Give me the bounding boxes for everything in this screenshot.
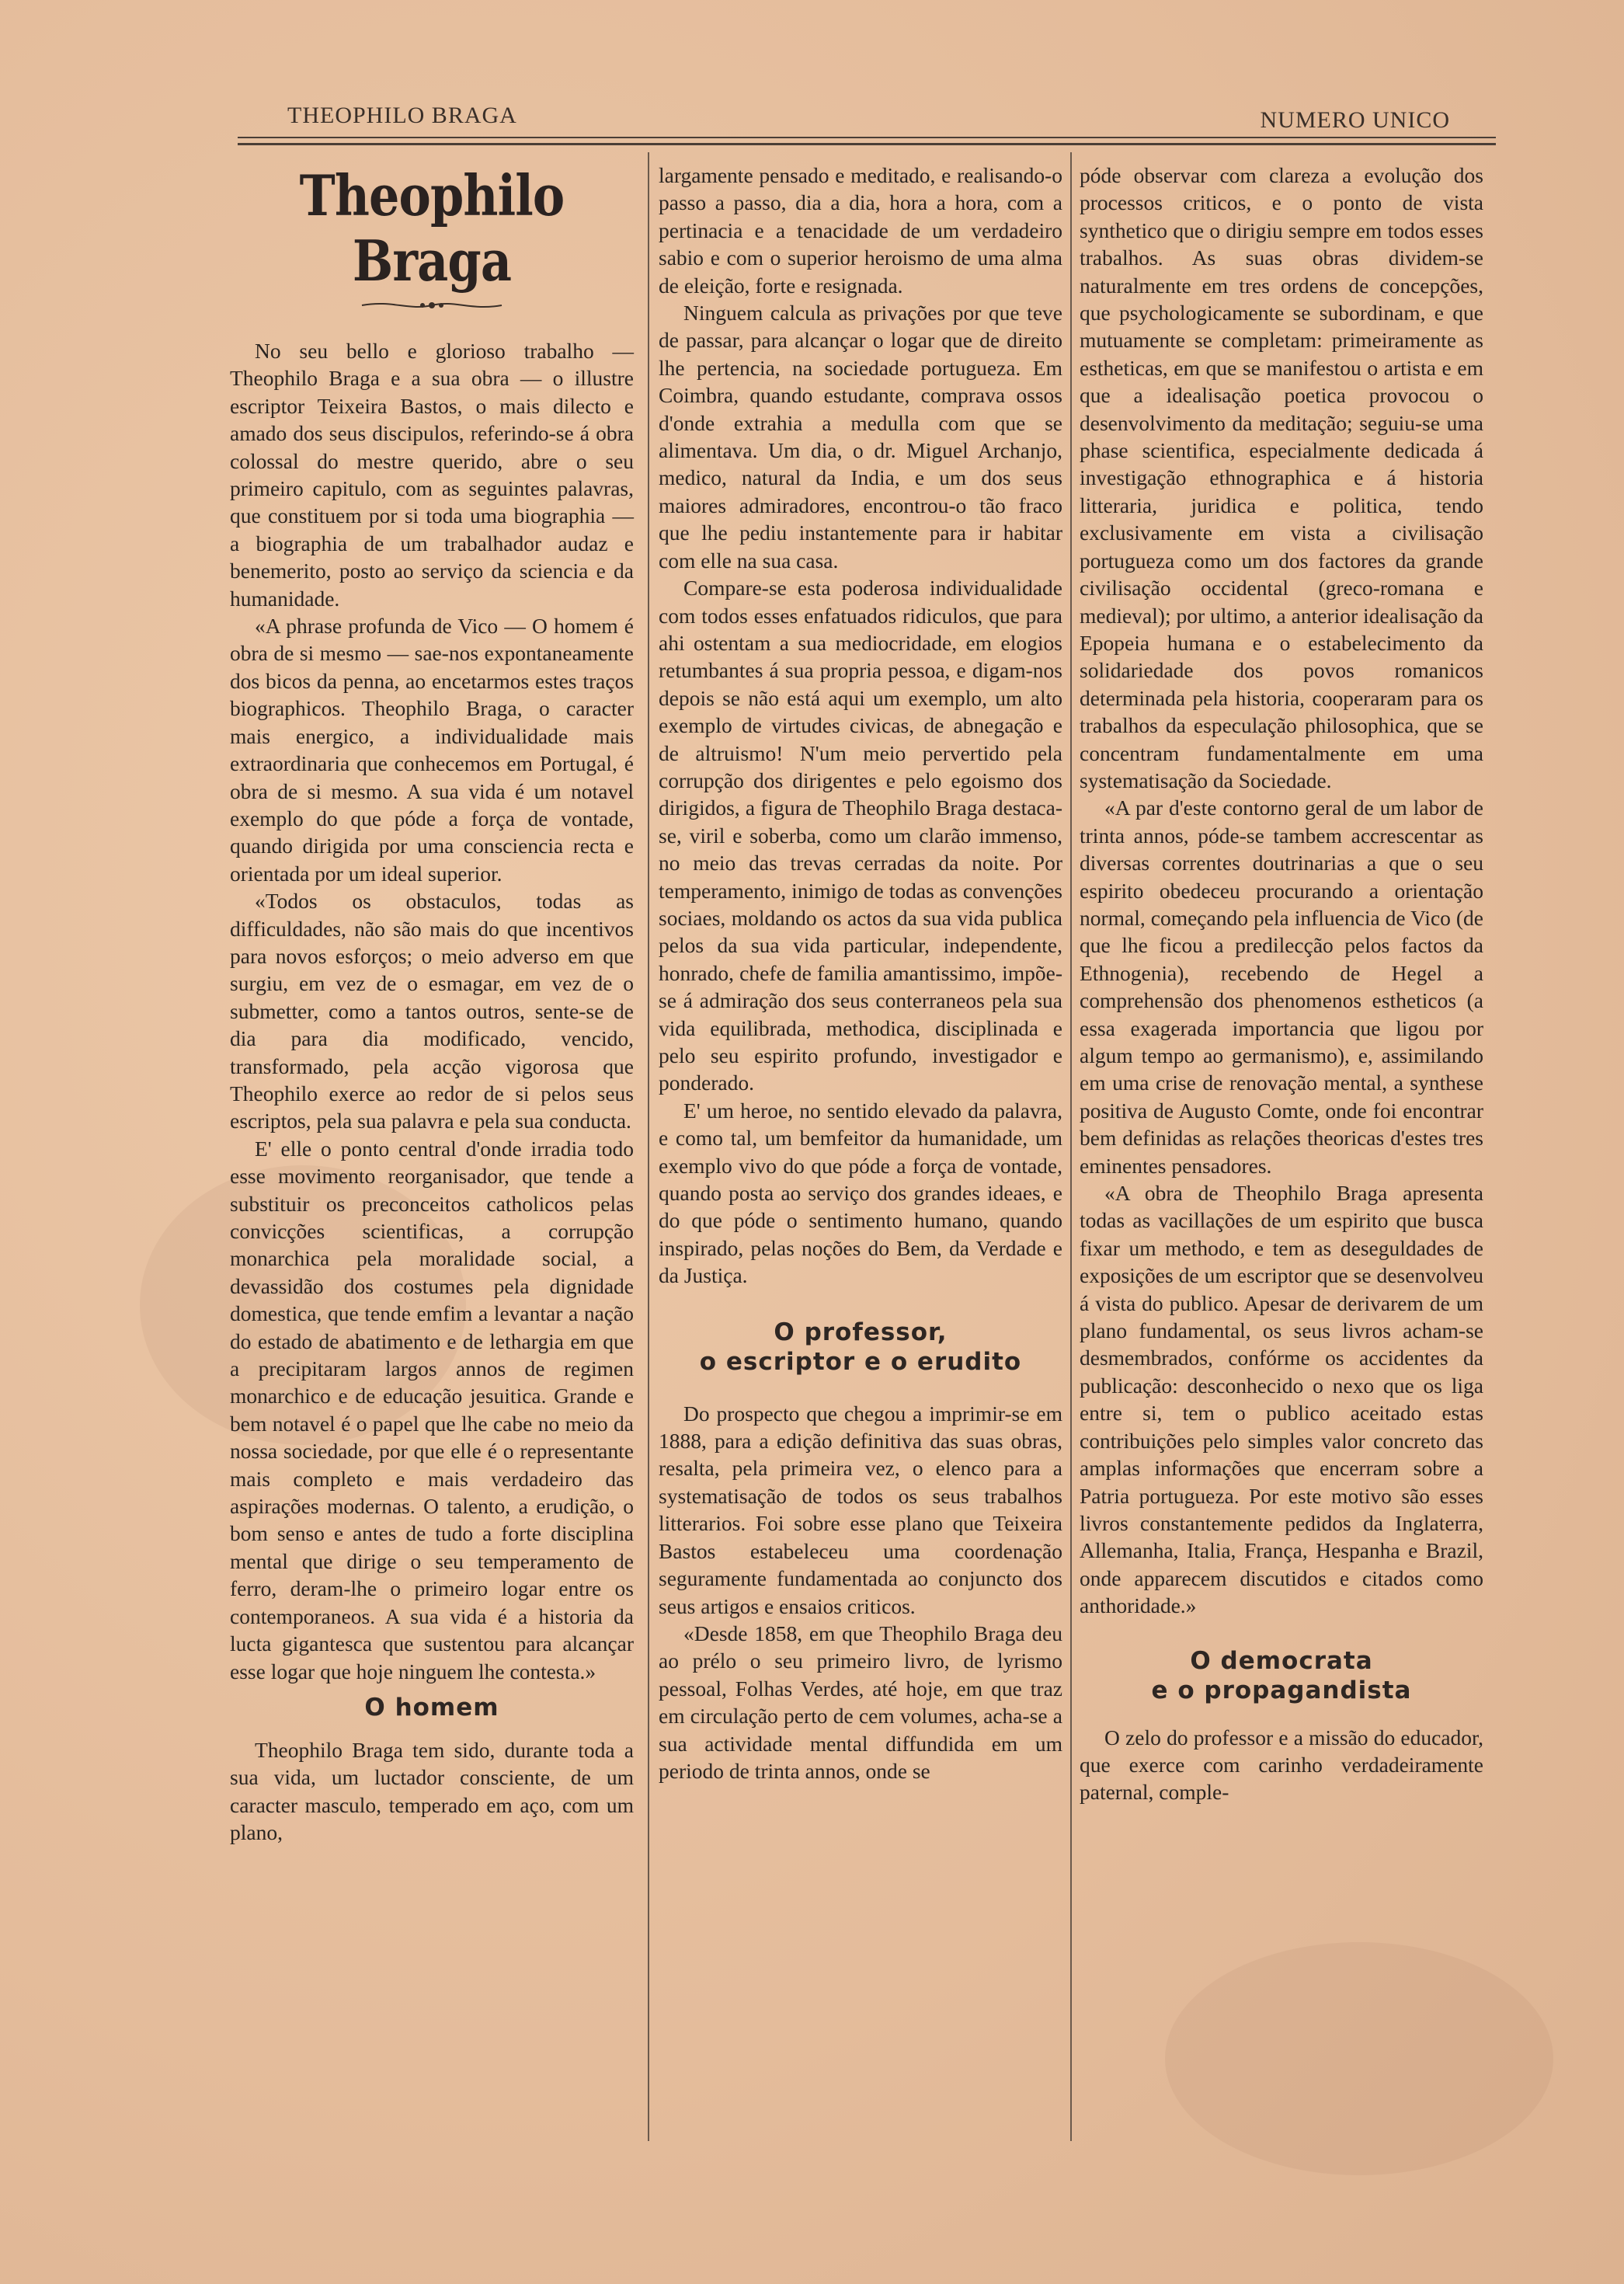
- section-heading-homem: O homem: [364, 1693, 499, 1722]
- section-heading-line: O democrata: [1190, 1646, 1373, 1675]
- paragraph: Compare-se esta poderosa individualidade com todos esses enfatuados ridiculos, que para ahi ostentam a sua mediocridade, em elogios retumbantes á sua propria pessoa, e digam-nos depois se não está aqui um exemplo, um alto exemplo de virtudes civicas, de abnegação e de altruismo! N'um meio pervertido pela corrupção dos dirigentes e pelo egoismo dos dirigidos, a figura de Theophilo Braga destaca-se, viril e soberba, como um clarão immenso, no meio das trevas cerradas da noite. Por temperamento, inimigo de todas as convenções sociaes, moldando os actos da sua vida publica pelos da sua vida particular, independente, honrado, chefe de familia amantissimo, impõe-se á admiração dos seus conterraneos pela sua vida equilibrada, methodica, disciplinada e pelo seu espirito profundo, investigador e ponderado.: [659, 576, 1062, 1095]
- running-head-issue: NUMERO UNICO: [1260, 107, 1450, 133]
- running-head-title: THEOPHILO BRAGA: [287, 103, 517, 128]
- section-heading-democrata: [1080, 1646, 1483, 1705]
- header-rule: [238, 137, 1496, 138]
- paragraph: «A obra de Theophilo Braga apresenta todas as vacillações de um espirito que busca fixar um methodo, e tem as deseguldades de exposições de um escriptor que se desenvolveu á vista do publico. Apesar de derivarem de um plano fundamental, os seus livros acham-se desmembrados, confórme os accidentes da publicação: desconhecido o nexo que os liga entre si, tem o publico aceitado estas contribuições pelo simples valor concreto das amplas informações que encerram sobre a Patria portugueza. Por este motivo são esses livros constantemente pedidos da Inglaterra, Allemanha, Italia, França, Hespanha e Brazil, onde apparecem discutidos e citados como anthoridade.»: [1080, 1181, 1483, 1618]
- column-divider: [1070, 152, 1072, 2141]
- paragraph: E' um heroe, no sentido elevado da palavra, e como tal, um bemfeitor da humanidade, um exemplo vivo do que póde a força de vontade, quando posta ao serviço dos grandes ideaes, e do que póde o sentimento humano, quando inspirado, pelas noções do Bem, da Verdade e da Justiça.: [659, 1098, 1062, 1288]
- column-1: [230, 162, 634, 1847]
- section-heading-professor: [659, 1318, 1062, 1377]
- section-heading-line: o escriptor e o erudito: [699, 1347, 1022, 1376]
- column-divider: [648, 152, 649, 2141]
- paragraph: Ninguem calcula as privações por que teve de passar, para alcançar o logar que de direito lhe pertencia, na sociedade portugueza. Em Coimbra, quando estudante, comprava ossos d'onde extrahia a medulla com que se alimentava. Um dia, o dr. Miguel Archanjo, medico, natural da India, e um dos seus maiores admiradores, encontrou-o tão fraco que lhe pediu instantemente para ir habitar com elle na sua casa.: [659, 301, 1062, 573]
- paragraph: «A par d'este contorno geral de um labor de trinta annos, póde-se tambem accrescentar as diversas correntes doutrinarias a que o seu espirito obedeceu procurando a orientação normal, começando pela influencia de Vico (de que lhe ficou a predilecção pelos factos da Ethnogenia), recebendo de Hegel a comprehensão dos phenomenos estheticos (a essa exagerada importancia que ligou por algum tempo ao germanismo), e, assimilando em uma crise de renovação mental, a synthese positiva de Augusto Comte, onde foi encontrar bem definidas as relações theoricas d'estes tres eminentes pensadores.: [1080, 796, 1483, 1178]
- section-heading-line: O professor,: [774, 1318, 948, 1346]
- article-headline: Theophilo Braga: [299, 162, 565, 294]
- column-2: [659, 162, 1062, 1784]
- paragraph: «Desde 1858, em que Theophilo Braga deu ao prélo o seu primeiro livro, de lyrismo pessoal, Folhas Verdes, até hoje, em que traz em circulação perto de cem volumes, acha-se a sua actividade mental diffundida em um periodo de trinta annos, onde se: [659, 1621, 1062, 1783]
- paragraph: «A phrase profunda de Vico — O homem é obra de si mesmo — sae-nos expontaneamente dos bicos da penna, ao encetarmos estes traços biographicos. Theophilo Braga, o caracter mais energico, a individualidade mais extraordinaria que conhecemos em Portugal, é obra de si mesmo. A sua vida é um notavel exemplo do que póde a força de vontade, quando dirigida por uma consciencia recta e orientada por um ideal superior.: [230, 614, 634, 886]
- paragraph: No seu bello e glorioso trabalho — Theophilo Braga e a sua obra — o illustre escriptor Teixeira Bastos, o mais dilecto e amado dos seus discipulos, referindo-se á obra colossal do mestre querido, abre o seu primeiro capitulo, com as seguintes palavras, que constituem por si toda uma biographia — a biographia de um trabalhador audaz e benemerito, posto ao serviço da sciencia e da humanidade.: [230, 339, 634, 611]
- section-heading-line: e o propagandista: [1151, 1676, 1412, 1704]
- ornament-divider-icon: [230, 294, 634, 320]
- paragraph: Do prospecto que chegou a imprimir-se em 1888, para a edição definitiva das suas obras, resalta, pela primeira vez, o elenco para a systematisação de todos os seus trabalhos litterarios. Foi sobre esse plano que Teixeira Bastos estabeleceu uma coordenação seguramente fundamentada ao conjuncto dos seus artigos e ensaios criticos.: [659, 1401, 1062, 1618]
- paragraph: O zelo do professor e a missão do educador, que exerce com carinho verdadeiramente paternal, comple-: [1080, 1725, 1483, 1805]
- paper-stain: [1165, 1942, 1553, 2175]
- paragraph: Theophilo Braga tem sido, durante toda a sua vida, um luctador consciente, de um caracter masculo, temperado em aço, com um plano,: [230, 1737, 634, 1845]
- paragraph: «Todos os obstaculos, todas as difficuldades, não são mais do que incentivos para novos esforços; o meio adverso em que surgiu, em vez de o esmagar, em vez de o submetter, como a tantos outros, sente-se de dia para dia modificado, vencido, transformado, pela acção vigorosa que Theophilo exerce ao redor de si pelos seus escriptos, pela sua palavra e pela sua conducta.: [230, 889, 634, 1133]
- paragraph: largamente pensado e meditado, e realisando-o passo a passo, dia a dia, hora a hora, com a pertinacia e a tenacidade de um verdadeiro sabio e com o superior heroismo de uma alma de eleição, forte e resignada.: [659, 163, 1062, 298]
- column-3: [1080, 162, 1483, 1806]
- paragraph: E' elle o ponto central d'onde irradia todo esse movimento reorganisador, que tende a substituir os preconceitos catholicos pelas convicções scientificas, a corrupção monarchica pela moralidade social, a devassidão dos costumes pela dignidade domestica, que tende emfim a levantar a nação do estado de abatimento e de lethargia em que a precipitaram largos annos de regimen monarchico e de educação jesuitica. Grande e bem notavel é o papel que lhe cabe no meio da nossa sociedade, por que elle é o representante mais completo e mais verdadeiro das aspirações modernas. O talento, a erudição, o bom senso e antes de tudo a forte disciplina mental que dirige o seu temperamento de ferro, deram-lhe o primeiro logar entre os contemporaneos. A sua vida é a historia da lucta gigantesca que sustentou para alcançar esse logar que hoje ninguem lhe contesta.»: [230, 1136, 634, 1683]
- header-rule-thick: [238, 143, 1496, 145]
- running-head: [287, 103, 1450, 134]
- paragraph: póde observar com clareza a evolução dos processos criticos, e o ponto de vista synthetico que o dirigiu sempre em todos esses trabalhos. As suas obras dividem-se naturalmente em tres ordens de concepções, que psychologicamente se subordinam, e que mutuamente se completam: primeiramente as estheticas, em que se manifestou o artista e em que a idealisação poetica provocou o desenvolvimento da meditação; seguiu-se uma phase scientifica, especialmente dedicada á investigação ethnographica e á historia litteraria, juridica e politica, tendo exclusivamente em vista a civilisação portugueza como um dos factores da grande civilisação occidental (greco-romana e medieval); por ultimo, a anterior idealisação da Epopeia humana e o estabelecimento da solidariedade dos povos romanicos determinada pela historia, cooperaram para os trabalhos da especulação philosophica, que se concentram fundamentalmente em uma systematisação da Sociedade.: [1080, 163, 1484, 792]
